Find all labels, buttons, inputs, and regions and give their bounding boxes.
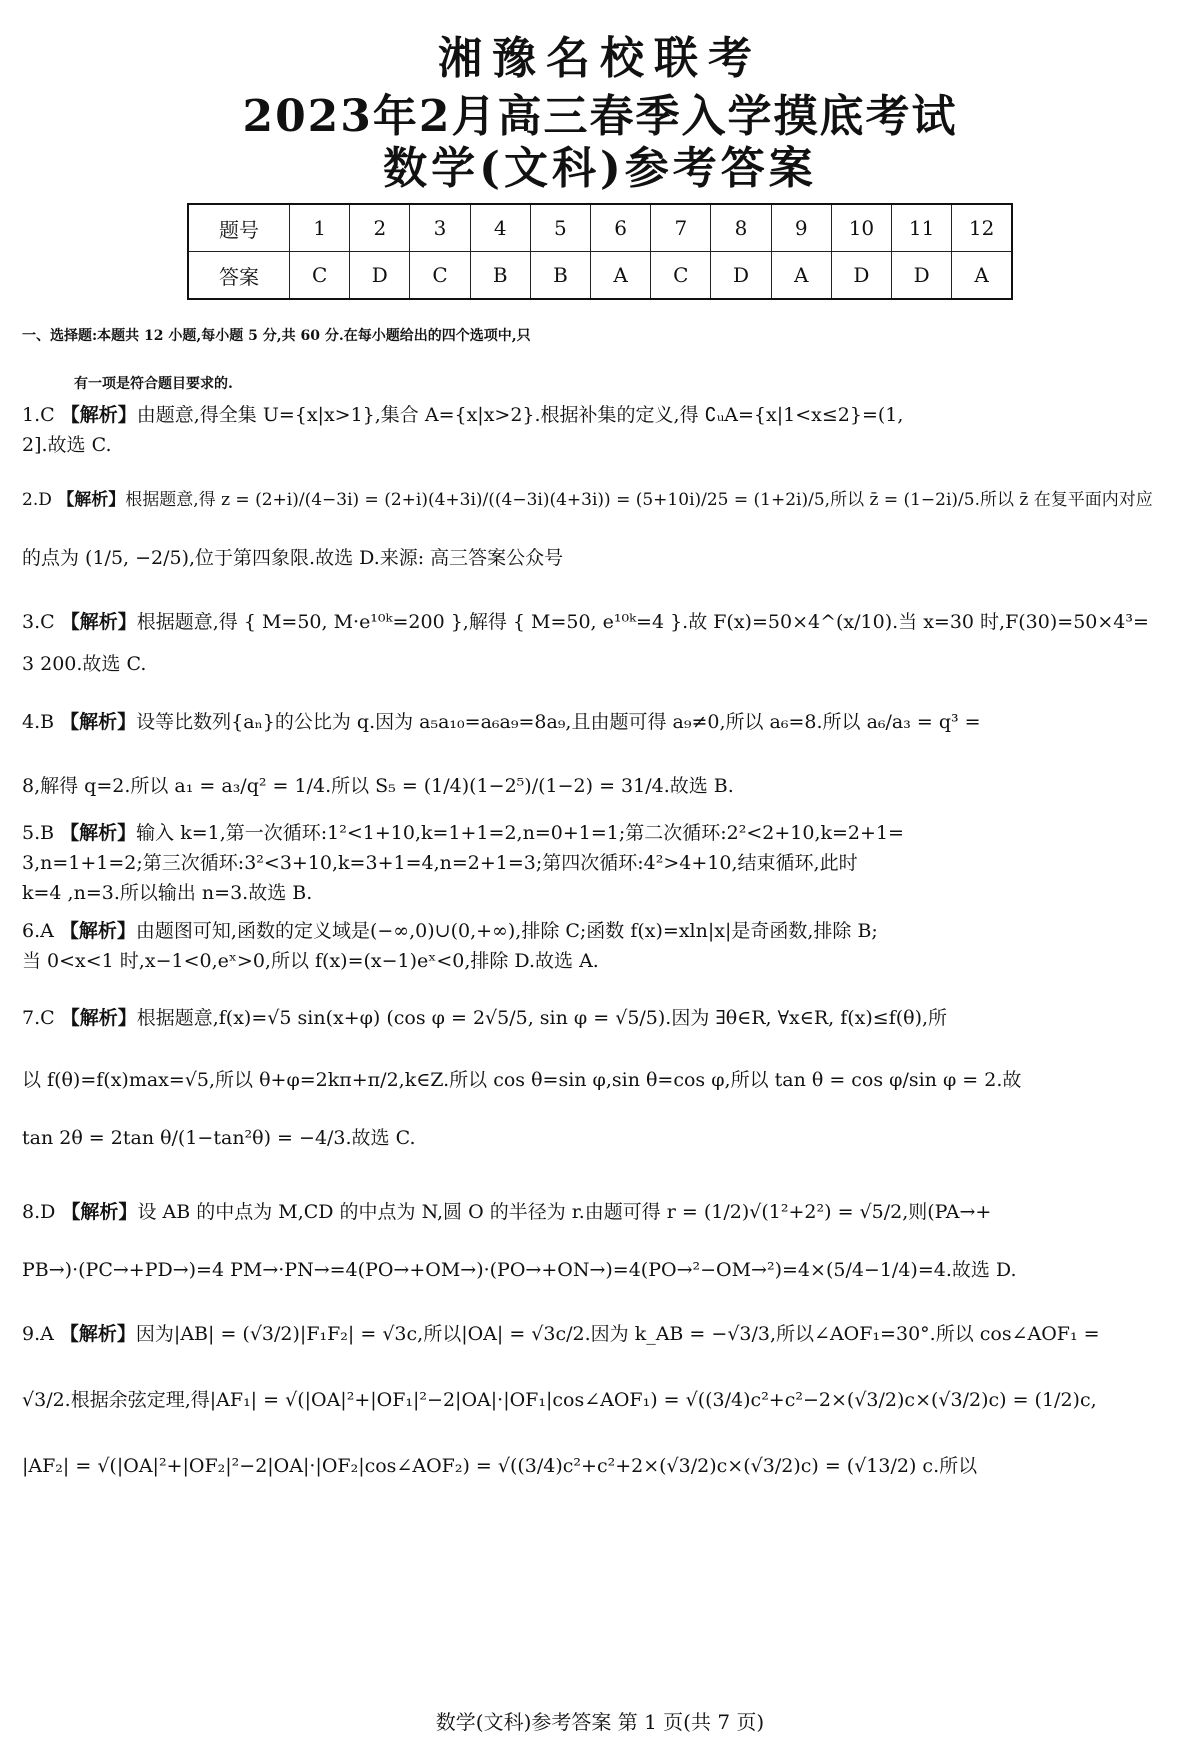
answer-cell: A — [771, 252, 831, 300]
solution-text: 设等比数列{aₙ}的公比为 q.因为 a₅a₁₀=a₆a₉=8a₉,且由题可得 a₉≠0,所以 a₆=8.所以 a₆/a₃ = q³ = — [136, 711, 981, 733]
solution-number: 3.C — [22, 611, 55, 633]
solution-number: 8.D — [22, 1201, 56, 1223]
section-heading-line: 一、选择题:本题共 12 小题,每小题 5 分,共 60 分.在每小题给出的四个选项中,只 — [22, 328, 531, 344]
question-number-label: 题号 — [188, 204, 290, 252]
page-footer: 数学(文科)参考答案 第 1 页(共 7 页) — [435, 1710, 765, 1734]
question-number-cell: 8 — [711, 204, 771, 252]
solution-line: 3 200.故选 C. — [22, 653, 147, 675]
solution-number: 5.B — [22, 822, 55, 844]
solution-line: 8,解得 q=2.所以 a₁ = a₃/q² = 1/4.所以 S₅ = (1/4)(1−2⁵)/(1−2) = 31/4.故选 B. — [22, 775, 734, 797]
solution-line — [22, 1312, 1172, 1356]
solution-line — [22, 818, 1172, 848]
solution-item — [22, 996, 1172, 1160]
solution-item — [22, 818, 1172, 908]
answer-cell: A — [952, 252, 1012, 300]
question-number-cell: 12 — [952, 204, 1012, 252]
answer-cell: A — [591, 252, 651, 300]
solution-line: 以 f(θ)=f(x)max=√5,所以 θ+φ=2kπ+π/2,k∈Z.所以 cos θ=sin φ,sin θ=cos φ,所以 tan θ = cos φ/sin φ = 2.故 — [22, 1069, 1022, 1091]
solution-line: 当 0<x<1 时,x−1<0,eˣ>0,所以 f(x)=(x−1)eˣ<0,排除 D.故选 A. — [22, 950, 599, 972]
solution-number: 4.B — [22, 711, 55, 733]
question-number-cell: 1 — [290, 204, 350, 252]
question-number-cell: 11 — [892, 204, 952, 252]
solution-number: 2.D — [22, 490, 52, 510]
solution-text: 根据题意,f(x)=√5 sin(x+φ) (cos φ = 2√5/5, sin φ = √5/5).因为 ∃θ∈R, ∀x∈R, f(x)≤f(θ),所 — [136, 1007, 948, 1029]
section-heading — [22, 312, 1182, 408]
solution-line: k=4 ,n=3.所以输出 n=3.故选 B. — [22, 882, 313, 904]
solution-line — [22, 996, 1172, 1040]
solution-line: 的点为 (1/5, −2/5),位于第四象限.故选 D.来源: 高三答案公众号 — [22, 547, 564, 569]
solution-item — [22, 478, 1172, 580]
solution-text: 根据题意,得 z = (2+i)/(4−3i) = (2+i)(4+3i)/((4−3i)(4+3i)) = (5+10i)/25 = (1+2i)/5,所以 z̄ = (1−2i)/5.所以 z̄ 在复平面内对应 — [125, 490, 1153, 510]
answer-cell: C — [410, 252, 470, 300]
exam-union-title: 湘豫名校联考 — [438, 33, 762, 84]
solution-line — [22, 478, 1172, 522]
question-number-row — [188, 204, 1012, 252]
answer-table — [187, 203, 1013, 300]
answer-cell: C — [651, 252, 711, 300]
answer-cell: D — [892, 252, 952, 300]
question-number-cell: 2 — [350, 204, 410, 252]
analysis-tag: 【解析】 — [57, 490, 126, 510]
question-number-cell: 7 — [651, 204, 711, 252]
solution-line — [22, 600, 1172, 644]
section-heading-line: 有一项是符合题目要求的. — [74, 376, 233, 392]
subject-title: 数学(文科)参考答案 — [383, 143, 817, 194]
solution-text: 设 AB 的中点为 M,CD 的中点为 N,圆 O 的半径为 r.由题可得 r = (1/2)√(1²+2²) = √5/2,则(PA→+ — [137, 1201, 992, 1223]
solution-line: 3,n=1+1=2;第三次循环:3²<3+10,k=3+1=4,n=2+1=3;第四次循环:4²>4+10,结束循环,此时 — [22, 852, 858, 874]
question-number-cell: 6 — [591, 204, 651, 252]
question-number-cell: 4 — [470, 204, 530, 252]
analysis-tag: 【解析】 — [60, 711, 137, 733]
solution-number: 7.C — [22, 1007, 55, 1029]
solution-item — [22, 700, 1172, 808]
solution-line: tan 2θ = 2tan θ/(1−tan²θ) = −4/3.故选 C. — [22, 1127, 416, 1149]
solution-text: 由题图可知,函数的定义域是(−∞,0)∪(0,+∞),排除 C;函数 f(x)=xln|x|是奇函数,排除 B; — [135, 920, 878, 942]
answer-cell: D — [711, 252, 771, 300]
answer-cell: C — [290, 252, 350, 300]
analysis-tag: 【解析】 — [60, 822, 137, 844]
question-number-cell: 9 — [771, 204, 831, 252]
answer-cell: D — [831, 252, 891, 300]
analysis-tag: 【解析】 — [60, 1007, 137, 1029]
solution-line: PB→)·(PC→+PD→)=4 PM→·PN→=4(PO→+OM→)·(PO→+ON→)=4(PO→²−OM→²)=4×(5/4−1/4)=4.故选 D. — [22, 1259, 1017, 1281]
answer-row — [188, 252, 1012, 300]
solution-item — [22, 600, 1172, 684]
solution-item — [22, 1190, 1172, 1292]
answer-cell: D — [350, 252, 410, 300]
solution-item — [22, 1312, 1172, 1488]
analysis-tag: 【解析】 — [61, 1201, 138, 1223]
answer-label: 答案 — [188, 252, 290, 300]
exam-name-title: 2023年2月高三春季入学摸底考试 — [242, 91, 958, 142]
answer-cell: B — [470, 252, 530, 300]
solution-line: 2].故选 C. — [22, 434, 112, 456]
question-number-cell: 10 — [831, 204, 891, 252]
analysis-tag: 【解析】 — [60, 404, 137, 426]
analysis-tag: 【解析】 — [60, 611, 137, 633]
analysis-tag: 【解析】 — [59, 1323, 136, 1345]
analysis-tag: 【解析】 — [59, 920, 136, 942]
answer-cell: B — [530, 252, 590, 300]
solution-line: √3/2.根据余弦定理,得|AF₁| = √(|OA|²+|OF₁|²−2|OA|·|OF₁|cos∠AOF₁) = √((3/4)c²+c²−2×(√3/2)c×(√3/2)c) = (1/2)c, — [22, 1389, 1097, 1411]
solution-text: 因为|AB| = (√3/2)|F₁F₂| = √3c,所以|OA| = √3c/2.因为 k_AB = −√3/3,所以∠AOF₁=30°.所以 cos∠AOF₁ = — [135, 1323, 1100, 1345]
solution-line — [22, 1190, 1172, 1234]
question-number-cell: 3 — [410, 204, 470, 252]
solution-text: 根据题意,得 { M=50, M·e¹⁰ᵏ=200 },解得 { M=50, e¹⁰ᵏ=4 }.故 F(x)=50×4^(x/10).当 x=30 时,F(30)=50×4³= — [136, 611, 1149, 633]
solution-line — [22, 400, 1172, 430]
solution-line: |AF₂| = √(|OA|²+|OF₂|²−2|OA|·|OF₂|cos∠AOF₂) = √((3/4)c²+c²+2×(√3/2)c×(√3/2)c) = (√13/2) c.所以 — [22, 1455, 978, 1477]
solution-text: 由题意,得全集 U={x|x>1},集合 A={x|x>2}.根据补集的定义,得 ∁ᵤA={x|1<x≤2}=(1, — [136, 404, 904, 426]
solution-number: 9.A — [22, 1323, 54, 1345]
solution-line — [22, 916, 1172, 946]
solution-number: 1.C — [22, 404, 55, 426]
solution-item — [22, 400, 1172, 460]
solution-item — [22, 916, 1172, 976]
solution-number: 6.A — [22, 920, 54, 942]
solution-line — [22, 700, 1172, 744]
question-number-cell: 5 — [530, 204, 590, 252]
solution-text: 输入 k=1,第一次循环:1²<1+10,k=1+1=2,n=0+1=1;第二次循环:2²<2+10,k=2+1= — [136, 822, 904, 844]
